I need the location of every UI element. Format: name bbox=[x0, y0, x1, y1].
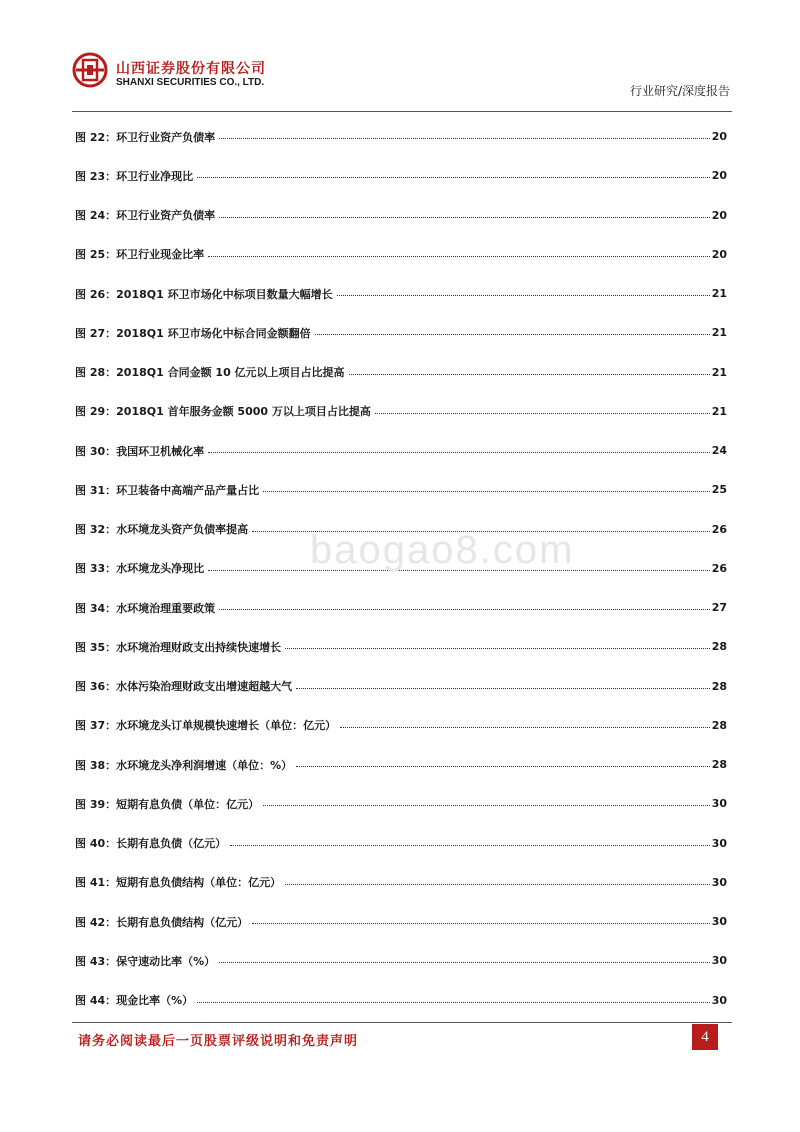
toc-entry-page: 20 bbox=[711, 208, 727, 222]
toc-entry-page: 24 bbox=[711, 444, 727, 458]
toc-entry-title: 环卫行业资产负债率 bbox=[116, 209, 216, 223]
toc-entry-title: 环卫行业净现比 bbox=[116, 169, 194, 183]
toc-entry-page: 28 bbox=[711, 718, 727, 732]
page-number: 4 bbox=[692, 1024, 718, 1050]
shanxi-securities-logo-icon bbox=[72, 52, 108, 88]
toc-entry[interactable] bbox=[75, 588, 727, 627]
toc-entry-page: 30 bbox=[711, 954, 727, 968]
toc-entry-label: 图 28： bbox=[75, 366, 117, 380]
toc-dot-leader bbox=[340, 727, 710, 728]
toc-dot-leader bbox=[208, 452, 710, 453]
toc-entry[interactable] bbox=[75, 981, 727, 1020]
toc-entry-label: 图 31： bbox=[75, 483, 117, 497]
toc-entry-page: 20 bbox=[711, 247, 727, 261]
toc-entry-title: 现金比率（%） bbox=[116, 994, 194, 1008]
toc-entry-label: 图 26： bbox=[75, 287, 117, 301]
toc-entry-label: 图 34： bbox=[75, 601, 117, 615]
toc-entry[interactable] bbox=[75, 745, 727, 784]
toc-entry-page: 28 bbox=[711, 640, 727, 654]
toc-entry-title: 环卫行业资产负债率 bbox=[116, 130, 216, 144]
toc-entry[interactable] bbox=[75, 431, 727, 470]
toc-entry-page: 25 bbox=[711, 483, 727, 497]
toc-dot-leader bbox=[219, 138, 710, 139]
toc-entry-title: 水环境龙头净利润增速（单位：%） bbox=[116, 758, 293, 772]
toc-entry-page: 21 bbox=[711, 287, 727, 301]
toc-entry-label: 图 43： bbox=[75, 954, 117, 968]
toc-entry-page: 21 bbox=[711, 326, 727, 340]
toc-entry-page: 27 bbox=[711, 601, 727, 615]
toc-entry-page: 28 bbox=[711, 758, 727, 772]
toc-entry-label: 图 37： bbox=[75, 719, 117, 733]
toc-dot-leader bbox=[285, 884, 710, 885]
toc-dot-leader bbox=[252, 923, 710, 924]
toc-entry-title: 环卫行业现金比率 bbox=[116, 248, 205, 262]
toc-entry-title: 环卫装备中高端产品产量占比 bbox=[116, 483, 260, 497]
toc-entry[interactable] bbox=[75, 941, 727, 980]
toc-entry-label: 图 36： bbox=[75, 680, 117, 694]
toc-entry[interactable] bbox=[75, 392, 727, 431]
header-divider bbox=[72, 111, 732, 112]
toc-dot-leader bbox=[197, 1002, 710, 1003]
toc-entry-label: 图 41： bbox=[75, 876, 117, 890]
toc-entry-title: 水环境龙头订单规模快速增长（单位：亿元） bbox=[116, 719, 337, 733]
toc-entry-title: 短期有息负债（单位：亿元） bbox=[116, 797, 260, 811]
toc-entry-page: 20 bbox=[711, 130, 727, 144]
toc-dot-leader bbox=[230, 845, 710, 846]
toc-entry-label: 图 44： bbox=[75, 994, 117, 1008]
toc-entry[interactable] bbox=[75, 470, 727, 509]
toc-entry-title: 保守速动比率（%） bbox=[116, 954, 216, 968]
toc-entry[interactable] bbox=[75, 902, 727, 941]
toc-dot-leader bbox=[208, 256, 710, 257]
toc-dot-leader bbox=[219, 609, 710, 610]
toc-dot-leader bbox=[285, 648, 710, 649]
toc-entry-page: 26 bbox=[711, 522, 727, 536]
toc-entry-page: 28 bbox=[711, 679, 727, 693]
company-name-cn: 山西证券股份有限公司 bbox=[116, 61, 266, 77]
toc-dot-leader bbox=[219, 217, 710, 218]
toc-entry-title: 水环境龙头净现比 bbox=[116, 562, 205, 576]
toc-entry-page: 20 bbox=[711, 169, 727, 183]
toc-entry-page: 21 bbox=[711, 365, 727, 379]
toc-entry-label: 图 23： bbox=[75, 169, 117, 183]
toc-dot-leader bbox=[349, 374, 710, 375]
toc-dot-leader bbox=[337, 295, 710, 296]
toc-entry[interactable] bbox=[75, 156, 727, 195]
toc-dot-leader bbox=[263, 805, 710, 806]
toc-entry-label: 图 39： bbox=[75, 797, 117, 811]
toc-entry-label: 图 42： bbox=[75, 915, 117, 929]
toc-entry-page: 26 bbox=[711, 561, 727, 575]
toc-entry-page: 30 bbox=[711, 993, 727, 1007]
toc-entry[interactable] bbox=[75, 627, 727, 666]
toc-entry[interactable] bbox=[75, 235, 727, 274]
toc-entry-label: 图 29： bbox=[75, 405, 117, 419]
toc-dot-leader bbox=[263, 491, 710, 492]
toc-dot-leader bbox=[219, 962, 710, 963]
toc-entry-page: 30 bbox=[711, 915, 727, 929]
toc-entry-label: 图 27： bbox=[75, 326, 117, 340]
toc-entry-label: 图 24： bbox=[75, 209, 117, 223]
toc-entry-label: 图 33： bbox=[75, 562, 117, 576]
toc-entry-title: 我国环卫机械化率 bbox=[116, 444, 205, 458]
toc-entry-title: 水环境龙头资产负债率提高 bbox=[116, 523, 249, 537]
toc-entry[interactable] bbox=[75, 667, 727, 706]
toc-entry-label: 图 32： bbox=[75, 523, 117, 537]
toc-entry-label: 图 30： bbox=[75, 444, 117, 458]
toc-entry-title: 2018Q1 合同金额 10 亿元以上项目占比提高 bbox=[116, 366, 345, 380]
toc-dot-leader bbox=[296, 766, 710, 767]
watermark: baogao8.com bbox=[310, 528, 575, 572]
toc-entry-label: 图 38： bbox=[75, 758, 117, 772]
toc-entry[interactable] bbox=[75, 784, 727, 823]
toc-entry-title: 水体污染治理财政支出增速超越大气 bbox=[116, 680, 293, 694]
toc-entry-title: 2018Q1 首年服务金额 5000 万以上项目占比提高 bbox=[116, 405, 371, 419]
page-header bbox=[72, 52, 732, 108]
toc-entry-title: 长期有息负债结构（亿元） bbox=[116, 915, 249, 929]
company-name-en: SHANXI SECURITIES CO., LTD. bbox=[116, 77, 265, 88]
toc-entry-title: 2018Q1 环卫市场化中标项目数量大幅增长 bbox=[116, 287, 333, 301]
report-type: 行业研究/深度报告 bbox=[629, 84, 730, 98]
toc-entry-title: 水环境治理重要政策 bbox=[116, 601, 216, 615]
footer-divider bbox=[72, 1022, 732, 1023]
toc-entry[interactable] bbox=[75, 706, 727, 745]
toc-entry[interactable] bbox=[75, 824, 727, 863]
toc-entry-title: 长期有息负债（亿元） bbox=[116, 837, 227, 851]
toc-entry[interactable] bbox=[75, 274, 727, 313]
toc-entry-label: 图 25： bbox=[75, 248, 117, 262]
toc-dot-leader bbox=[197, 177, 710, 178]
toc-entry[interactable] bbox=[75, 313, 727, 352]
toc-entry-title: 水环境治理财政支出持续快速增长 bbox=[116, 640, 282, 654]
toc-entry-title: 短期有息负债结构（单位：亿元） bbox=[116, 876, 282, 890]
toc-entry-page: 30 bbox=[711, 797, 727, 811]
footer-disclaimer: 请务必阅读最后一页股票评级说明和免责声明 bbox=[78, 1034, 359, 1049]
toc-entry[interactable] bbox=[75, 353, 727, 392]
toc-entry-label: 图 40： bbox=[75, 837, 117, 851]
toc-entry-label: 图 22： bbox=[75, 130, 117, 144]
toc-dot-leader bbox=[375, 413, 710, 414]
toc-entry-title: 2018Q1 环卫市场化中标合同金额翻倍 bbox=[116, 326, 311, 340]
toc-dot-leader bbox=[296, 688, 710, 689]
toc-entry-label: 图 35： bbox=[75, 640, 117, 654]
toc-entry[interactable] bbox=[75, 117, 727, 156]
toc-entry-page: 30 bbox=[711, 836, 727, 850]
toc-dot-leader bbox=[315, 334, 710, 335]
toc-entry-page: 21 bbox=[711, 404, 727, 418]
toc-entry[interactable] bbox=[75, 863, 727, 902]
toc-entry-page: 30 bbox=[711, 875, 727, 889]
toc-entry[interactable] bbox=[75, 196, 727, 235]
